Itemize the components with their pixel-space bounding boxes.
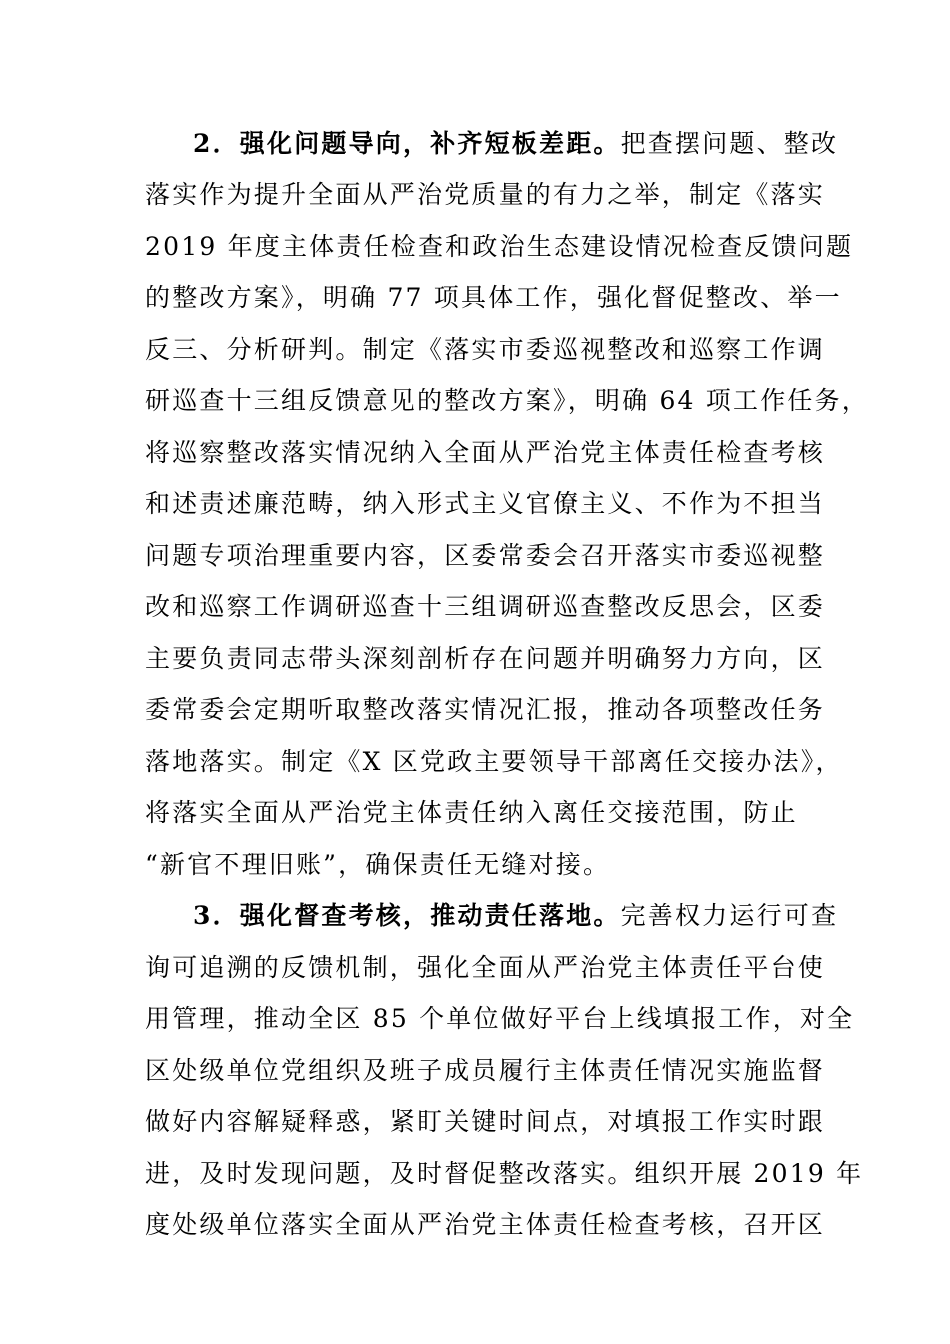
section-heading: 2．强化问题导向，补齐短板差距。	[193, 129, 621, 158]
paragraph-text: 落实作为提升全面从严治党质量的有力之举，制定《落实	[145, 180, 826, 209]
text-line	[145, 793, 798, 833]
paragraph-text: 完善权力运行可查	[620, 901, 839, 930]
text-line	[145, 381, 869, 421]
paragraph-text: 落地落实。制定《X 区党政主要领导干部离任交接办法》，	[145, 747, 843, 776]
text-line	[145, 742, 843, 782]
text-line	[145, 330, 825, 370]
paragraph-text: 研巡查十三组反馈意见的整改方案》，明确 64 项工作任务，	[145, 386, 870, 415]
text-line	[145, 433, 825, 473]
paragraph-text: 询可追溯的反馈机制，强化全面从严治党主体责任平台使	[145, 953, 826, 982]
paragraph-text: 将落实全面从严治党主体责任纳入离任交接范围，防止	[145, 798, 798, 827]
paragraph-text: 和述责述廉范畴，纳入形式主义官僚主义、不作为不担当	[145, 489, 826, 518]
paragraph-text: 用管理，推动全区 85 个单位做好平台上线填报工作，对全	[145, 1004, 855, 1033]
text-line	[145, 1102, 825, 1142]
paragraph-text: 的整改方案》，明确 77 项具体工作，强化督促整改、举一	[145, 283, 842, 312]
text-line	[145, 1051, 825, 1091]
paragraph-text: 反三、分析研判。制定《落实市委巡视整改和巡察工作调	[145, 335, 826, 364]
text-line	[145, 278, 842, 318]
paragraph-text: 改和巡察工作调研巡查十三组调研巡查整改反思会，区委	[145, 592, 826, 621]
paragraph-text: 做好内容解疑释惑，紧盯关键时间点，对填报工作实时跟	[145, 1107, 826, 1136]
text-line	[145, 690, 825, 730]
text-line	[145, 1205, 825, 1245]
text-line	[145, 175, 825, 215]
paragraph-text: 将巡察整改落实情况纳入全面从严治党主体责任检查考核	[145, 438, 826, 467]
text-line	[145, 227, 853, 267]
text-line	[193, 124, 838, 164]
text-line	[145, 587, 825, 627]
text-line	[145, 1154, 863, 1194]
paragraph-text: 主要负责同志带头深刻剖析存在问题并明确努力方向，区	[145, 644, 826, 673]
text-line	[145, 484, 825, 524]
paragraph-text: 问题专项治理重要内容，区委常委会召开落实市委巡视整	[145, 541, 826, 570]
text-line	[145, 639, 825, 679]
text-line	[193, 896, 838, 936]
paragraph-text: 委常委会定期听取整改落实情况汇报，推动各项整改任务	[145, 695, 826, 724]
text-line	[145, 845, 610, 885]
text-line	[145, 536, 825, 576]
section-heading: 3．强化督查考核，推动责任落地。	[193, 901, 621, 930]
paragraph-text: 度处级单位落实全面从严治党主体责任检查考核，召开区	[145, 1210, 826, 1239]
paragraph-text: “新官不理旧账”，确保责任无缝对接。	[145, 850, 611, 879]
paragraph-text: 进，及时发现问题，及时督促整改落实。组织开展 2019 年	[145, 1159, 864, 1188]
text-line	[145, 999, 854, 1039]
paragraph-text: 区处级单位党组织及班子成员履行主体责任情况实施监督	[145, 1056, 826, 1085]
text-line	[145, 948, 825, 988]
paragraph-text: 把查摆问题、整改	[620, 129, 839, 158]
paragraph-text: 2019 年度主体责任检查和政治生态建设情况检查反馈问题	[145, 232, 854, 261]
